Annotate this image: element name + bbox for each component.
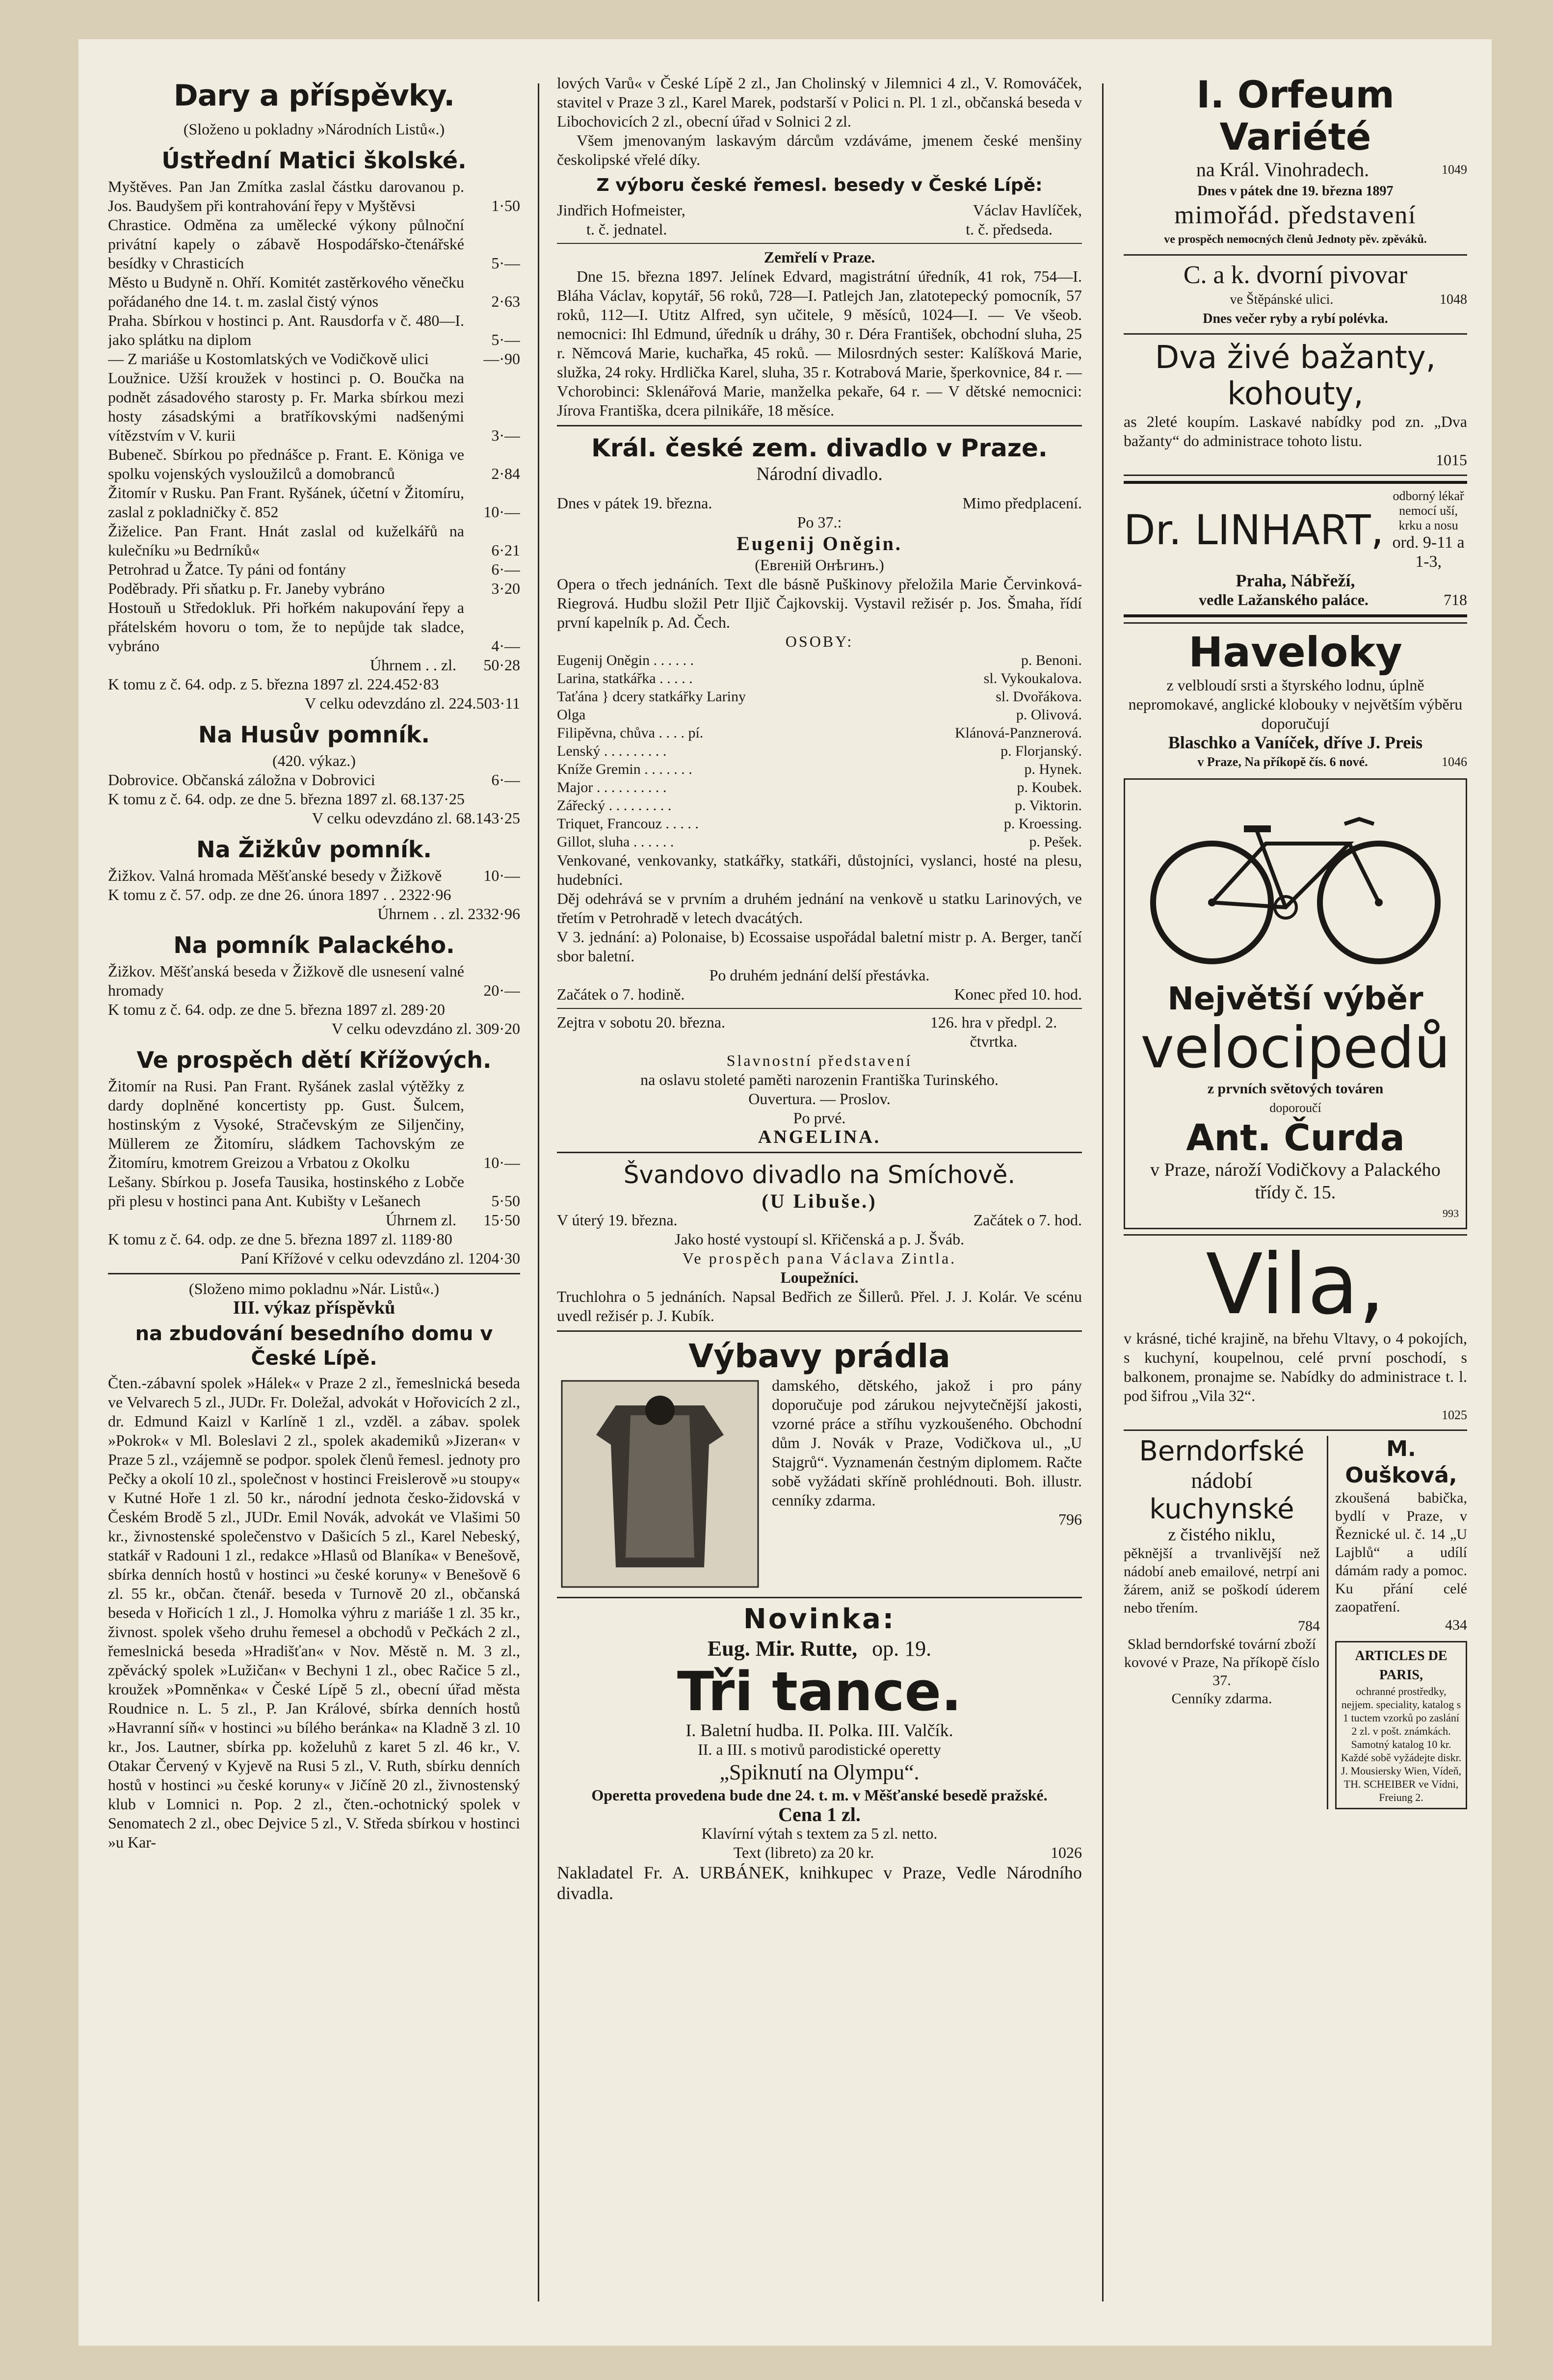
tomorrow-b: na oslavu stoleté paměti narozenin Františka Turinského. (640, 1071, 999, 1088)
newspaper-page (79, 39, 1492, 2346)
ad-number: 1025 (1442, 1408, 1467, 1422)
pheasant-title: Dva živé bažanty, kohouty, (1155, 340, 1436, 412)
linhart-spec: odborný lékař nemocí uší, krku a nosu (1393, 489, 1464, 532)
cast-list (557, 651, 1082, 851)
cast-role: Triquet, Francouz . . . . . (557, 816, 699, 832)
divider (1124, 1429, 1467, 1431)
column-rule (1327, 1436, 1328, 1809)
donor-paragraph-cont: lových Varů« v České Lípě 2 zl., Jan Cholinský v Jilemnici 4 zl., V. Romováček, stavitel v Praze 3 zl., Karel Marek, podstarší v Polici n. Pl. 1 zl., občanská beseda v Libochovicích 2 zl., obecní úřad v Solnici 2 zl. (557, 74, 1082, 130)
sum-row: Úhrnem . . zl. 50·28 (370, 656, 520, 674)
section-title: Ve prospěch dětí Křížových. (136, 1047, 492, 1073)
cast-row (557, 815, 1082, 833)
donation-amount: 2·63 (491, 292, 520, 310)
cast-row (557, 669, 1082, 688)
total-line: V celku odevzdáno zl. 309·20 (331, 1020, 520, 1037)
divider (108, 1273, 520, 1274)
cast-actor: Klánová-Panznerová. (954, 725, 1082, 741)
tomorrow-row: Zejtra v sobotu 20. března. 126. hra v předpl. 2. čtvrtka. (557, 1013, 1057, 1050)
donation-amount: —·90 (483, 350, 520, 368)
theatre-subtitle: Národní divadlo. (756, 464, 883, 484)
ad-number: 434 (1445, 1617, 1467, 1633)
section-subtitle: (420. výkaz.) (272, 752, 356, 769)
cast-scene: Děj odehrává se v prvním a druhém jednání na venkově u statku Larinových, ve třetím v Petrohradě v letech dvacátých. (557, 890, 1082, 926)
cast-row (557, 760, 1082, 778)
cast-row (557, 724, 1082, 742)
donation-amount: 6·21 (491, 541, 520, 559)
cast-role: Zářecký . . . . . . . . . (557, 797, 672, 814)
column-rule (1102, 83, 1104, 2301)
donation-amount: 3·20 (491, 580, 520, 597)
novelty-perf: Operetta provedena bude dne 24. t. m. v Měšťanské besedě pražské. (591, 1786, 1048, 1804)
novelty-text-row: Text (libreto) za 20 kr. 1026 (733, 1844, 1082, 1861)
cast-row (557, 688, 1082, 706)
divider (557, 1008, 1082, 1009)
cast-row (557, 796, 1082, 815)
sum-row: Úhrnem zl. 15·50 (386, 1211, 520, 1229)
theatre-date-row: Dnes v pátek 19. března. Mimo předplacení. (557, 494, 1082, 512)
carry-line: K tomu z č. 64. odp. z 5. března 1897 zl. 224.452·83 (108, 675, 439, 693)
donation-text: Žiželice. Pan Frant. Hnát zaslal od kuželkářů na kulečníku »u Bedrníků« (108, 522, 464, 559)
tomorrow-e: ANGELINA. (758, 1127, 881, 1147)
donation-amount: 5·— (491, 331, 520, 348)
signature-role-row: t. č. jednatel. t. č. předseda. (586, 220, 1053, 238)
publisher: Nakladatel Fr. A. URBÁNEK, knihkupec v Praze, Vedle Národního divadla. (557, 1863, 1082, 1903)
divider (1124, 475, 1467, 476)
cast-role: Taťána } dcery statkářky Lariny (557, 688, 746, 705)
donation-row (108, 1077, 520, 1172)
donation-text: — Z mariáše u Kostomlatských ve Vodičkově ulici (108, 350, 429, 368)
cast-role: Eugenij Oněgin . . . . . . (557, 652, 694, 668)
ad-number: 784 (1298, 1618, 1320, 1634)
brewery-title: C. a k. dvorní pivovar (1183, 261, 1408, 289)
novelty-note: II. a III. s motivů parodistické operetty (698, 1741, 941, 1758)
cast-actor: p. Viktorin. (1015, 797, 1082, 814)
berndorf-text: pěknější a trvanlivější než nádobí aneb emailové, netrpí ani žárem, aniž se poškodí úderem nebo třením. (1124, 1545, 1320, 1616)
column-ads (1124, 74, 1467, 2311)
cast-row (557, 833, 1082, 851)
smichov-play: Loupežníci. (780, 1269, 859, 1286)
midwife-title: M. Oušková, (1345, 1436, 1457, 1488)
donation-row (108, 560, 520, 579)
berndorf-line4: z čistého niklu, (1168, 1525, 1276, 1544)
midwife-column (1335, 1436, 1467, 1809)
donation-text: Bubeneč. Sbírkou po přednášce p. Frant. E. Königa ve spolku vojenských vysloužilců a domobranců (108, 446, 464, 482)
tomorrow-a: Slavnostní představení (726, 1052, 913, 1069)
novelty-work: Tři tance. (677, 1660, 962, 1723)
berndorf-line3: kuchynské (1149, 1493, 1294, 1525)
donation-row (108, 273, 520, 311)
carry-line: K tomu z č. 64. odp. ze dne 5. března 1897 zl. 1189·80 (108, 1230, 452, 1248)
divider (1124, 1234, 1467, 1236)
section-title: Na Žižkův pomník. (196, 836, 432, 863)
smichov-date-row: V úterý 19. března. Začátek o 7. hod. (557, 1211, 1082, 1229)
donation-amount: 1·50 (491, 197, 520, 214)
villa-title: Vila, (1206, 1236, 1385, 1333)
donation-text: Lešany. Sbírkou p. Josefa Tausika, hostinského z Lobče při plesu v hostinci pana Ant. Kubišty v Lešanech (108, 1173, 464, 1210)
cast-role: Lenský . . . . . . . . . (557, 743, 667, 759)
donation-amount: 5·50 (491, 1192, 520, 1210)
cast-actor: p. Florjanský. (1000, 743, 1082, 759)
tomorrow-c: Ouvertura. — Proslov. (748, 1090, 891, 1108)
orfeum-benefit: ve prospěch nemocných členů Jednoty pěv. zpěváků. (1164, 233, 1427, 246)
velocipede-addr: v Praze, nároží Vodičkovy a Palackého třídy č. 15. (1150, 1160, 1441, 1203)
paris-ad (1335, 1641, 1467, 1809)
section-title: Ústřední Matici školské. (161, 147, 467, 174)
villa-text: v krásné, tiché krajině, na břehu Vltavy, o 4 pokojích, s kuchyní, koupelnou, celé první poschodí, s balkonem, pronajme se. Nabídky do administrace t. l. pod šifrou „Vila 32“. (1124, 1329, 1467, 1404)
donation-amount: 10·— (483, 503, 520, 521)
section-title: Na pomník Palackého. (173, 932, 455, 958)
donor-paragraph: Čten.-zábavní spolek »Hálek« v Praze 2 zl., řemeslnická beseda ve Velvarech 5 zl., JUDr. Fr. Doležal, advokát v Hořovicích 2 zl., dr. Edmund Kaizl v Karlíně 1 zl., vzděl. a zábav. spolek »Pokrok« v Ml. Boleslavi 2 zl., spolek akademiků »Jizeran« v Praze 5 zl., vzájemně se podpor. spolek členů řemesl. jednoty pro Pečky a okolí 10 zl., společnost v hostinci Freislerově »u stoupy« v Kutné Hoře 1 zl. 50 kr., národní jednota česko-židovská v Českém Brodě 5 zl., JUDr. Emil Novák, advokát ve Vlašimi 50 kr., živnostenské společenstvo v Dašicích 5 zl., Karel Nebeský, statkář v Radouni 1 zl., redakce »Hlasů od Blaníka« v Benešově, sbírka denních hostů v hostinci »u české koruny« v Benešově 6 zl. 55 kr., občan. čtenář. beseda v Turnově 20 zl., občanská beseda v Hořicích 1 zl., J. Homolka výhru z mariáše 1 zl. 35 kr., živnost. spolek všeho druhu řemesel a obchodů v Pečkách 2 zl., řemeslnická beseda »Hradišťan« v Nov. Městě n. M. 3 zl., zpěvácký spolek »Lužičan« v Bechyni 1 zl., obec Račice 5 zl., kroužek »Pomněnka« v České Lípě 5 zl., obecní úřad města Roudnice n. L. 5 zl., P. Jan Králové, sbírka denních hostů »Havranní síň« v hostinci »u bílého beránka« na Kladně 3 zl. 10 kr., Jos. Lautner, sbírka pp. koželuhů z karet 5 zl. 46 kr., V. Otakar Červený v Kyjevě na Rusi 5 zl., V. Ruth, sbírku denních hostů v hostinci »u české koruny« v Jičíně 20 zl., živnostenský klub v Lomnici n. Pop. 2 zl., čten.-ochotnický spolek v Senomatech 2 zl., obec Dejvice 5 zl., V. Středa sbírkou v hostinci »u Kar- (108, 1374, 520, 1851)
deaths-title: Zemřelí v Praze. (763, 248, 875, 266)
linhart-ad (1124, 481, 1467, 617)
smichov-benefit: Ve prospěch pana Václava Zintla. (682, 1249, 957, 1267)
donation-row: Dobrovice. Občanská záložna v Dobrovici 6·— (108, 771, 520, 789)
divider (557, 243, 1082, 244)
linen-ad-title: Výbavy prádla (688, 1337, 950, 1375)
novelty-piano: Klavírní výtah s textem za 5 zl. netto. (701, 1825, 938, 1842)
linen-illustration (557, 1376, 763, 1592)
section-kicker: III. výkaz příspěvků (233, 1297, 395, 1318)
donation-amount: 3·— (491, 426, 520, 444)
donation-text: Praha. Sbírkou v hostinci p. Ant. Rausdorfa v č. 480—I. jako splátku na diplom (108, 312, 464, 348)
donations-subtitle: (Složeno u pokladny »Národních Listů«.) (183, 120, 445, 138)
cast-actor: p. Kroessing. (1003, 816, 1082, 832)
divider (557, 1330, 1082, 1332)
cast-row (557, 706, 1082, 724)
cast-role: Filipěvna, chůva . . . . pí. (557, 725, 704, 741)
ad-number: 993 (1443, 1207, 1459, 1219)
tomorrow-d: Po prvé. (793, 1109, 846, 1127)
donation-amount: 4·— (491, 637, 520, 655)
signature-row: Jindřich Hofmeister, Václav Havlíček, (557, 201, 1082, 219)
column-rule (538, 83, 539, 2301)
donation-text: Myštěves. Pan Jan Zmítka zaslal částku darovanou p. Jos. Baudyšem při kontrahování řepy v Myštěvsi (108, 178, 464, 214)
berndorf-shop: Sklad berndorfské tovární zboží kovové v Praze, Na příkopě číslo 37. (1124, 1636, 1320, 1689)
cast-role: Gillot, sluha . . . . . . (557, 834, 674, 850)
donation-row: Žižkov. Valná hromada Měšťanské besedy v Žižkově 10·— (108, 867, 520, 884)
paris-text: ochranné prostředky, nejjem. speciality, katalog s 1 tuctem vzorků po zaslání 2 zl. v pošt. známkách. Samotný katalog 10 kr. Každé sobě vyžádejte diskr. J. Mousiersky Wien, Vídeň, TH. SCHEIBER ve Vídni, Freiung 2. (1341, 1685, 1462, 1803)
cast-actor: p. Pešek. (1029, 834, 1082, 850)
havelok-text: z velbloudí srsti a štyrského lodnu, úplně nepromokavé, anglické klobouky v největším výběru doporučují (1128, 676, 1463, 732)
havelok-addr-row: v Praze, Na příkopě čís. 6 nové. 1046 (1197, 755, 1467, 769)
smichov-desc: Truchlohra o 5 jednáních. Napsal Bedřich ze Šillerů. Přel. J. J. Kolár. Ve scénu uvedl režisér p. J. Kubík. (557, 1288, 1082, 1324)
opera-description: Opera o třech jednáních. Text dle básně Puškinovy přeložila Marie Červinková-Riegrová. Hudbu složil Petr Iljič Čajkovskij. Vystavil režisér p. Jos. Šmaha, řídí první kapelník p. Ad. Čech. (557, 575, 1082, 631)
donation-row: Žižkov. Měšťanská beseda v Žižkově dle usnesení valné hromady 20·— (108, 962, 520, 999)
cast-actor: sl. Vykoukalova. (983, 670, 1082, 687)
linen-ad-text: damského, dětského, jakož i pro pány doporučuje pod zárukou nejvytečnější jakosti, vzorné práce a stříhu vyzkoušeného. Obchodní dům J. Novák v Praze, Vodičkova ul., „U Stajgrů“. Vyznamenán čestným diplomem. Račte sobě vyžádati skříně prohlédnouti. Boh. illustr. cenníky zdarma. (772, 1376, 1082, 1509)
orfeum-place-row: na Král. Vinohradech. 1049 (1196, 159, 1467, 181)
donation-row (108, 483, 520, 522)
cast-row (557, 778, 1082, 796)
cast-pause: Po druhém jednání delší přestávka. (709, 966, 930, 984)
donation-amount: 6·— (491, 560, 520, 578)
carry-line: K tomu z č. 64. odp. ze dne 5. března 1897 zl. 68.137·25 (108, 790, 465, 808)
donations-title: Dary a příspěvky. (173, 79, 455, 113)
cast-actor: p. Koubek. (1017, 779, 1082, 795)
linhart-hours: ord. 9-11 a 1-3, (1392, 533, 1465, 571)
midwife-text: zkoušená babička, bydlí v Praze, v Řeznické ul. č. 14 „U Lajblů“ a udílí dámám rady a pomoc. Ku přání celé zaopatření. (1335, 1490, 1467, 1615)
cast-role: Olga (557, 707, 586, 723)
ad-number: 1015 (1436, 451, 1467, 469)
cast-role: Larina, statkářka . . . . . (557, 670, 693, 687)
divider (1124, 333, 1467, 335)
ad-number: 796 (1058, 1510, 1082, 1528)
velocipede-rec: doporoučí (1269, 1101, 1321, 1115)
donation-row (108, 579, 520, 598)
donation-text: Město u Budyně n. Ohří. Komitét zastěrkového věnečku pořádaného dne 14. t. m. zaslal čistý výnos (108, 273, 464, 310)
donation-text: Žitomír v Rusku. Pan Frant. Ryšánek, účetní v Žitomíru, zaslal z pokladničky č. 852 (108, 484, 464, 521)
donation-list (108, 177, 520, 656)
velocipede-title: velocipedů (1140, 1015, 1450, 1081)
cast-role: Kníže Gremin . . . . . . . (557, 761, 692, 777)
novelty-operetta: „Spiknutí na Olympu“. (719, 1760, 920, 1784)
donation-amount: 10·— (483, 1154, 520, 1171)
orfeum-special: mimořád. představení (1174, 201, 1417, 229)
total-line: V celku odevzdáno zl. 224.503·11 (305, 694, 520, 712)
novelty-price: Cena 1 zl. (778, 1803, 861, 1825)
cast-actor: p. Olivová. (1016, 707, 1082, 723)
time-row: Začátek o 7. hodině. Konec před 10. hod. (557, 985, 1082, 1003)
total-line: V celku odevzdáno zl. 68.143·25 (312, 809, 520, 827)
novelty-title: Novinka: (743, 1603, 896, 1635)
linhart-name: Dr. LINHART, (1124, 506, 1384, 554)
berndorf-ad (1124, 1436, 1320, 1809)
opera-title: Eugenij Oněgin. (737, 532, 902, 555)
performance-number: Po 37.: (797, 513, 842, 531)
cast-note: Venkované, venkovanky, statkářky, statkáři, důstojníci, vyslanci, hosté na plesu, hudebníci. (557, 851, 1082, 888)
smichov-subtitle: (U Libuše.) (762, 1190, 877, 1212)
divider (1124, 622, 1467, 624)
cast-actor: p. Hynek. (1024, 761, 1082, 777)
donation-row (108, 311, 520, 349)
donation-row (108, 598, 520, 656)
donation-row (108, 522, 520, 560)
section-subtitle: (Složeno mimo pokladnu »Nár. Listů«.) (188, 1280, 440, 1297)
cast-actor: p. Benoni. (1021, 652, 1082, 668)
donation-text: Hostouň u Středokluk. Při hořkém nakupování řepy a přátelském hovoru o tom, že to nepůjde tak sladce, vybráno (108, 599, 464, 655)
donation-amount: 5·— (491, 254, 520, 272)
donation-text: Žitomír na Rusi. Pan Frant. Ryšánek zaslal výtěžky z dardy doplněné koncertisty pp. Gust. Šulcem, hostinským z Vysoké, Stračevským ze Siljenčiny, Müllerem ze Žitomíru, sládkem Tachovským ze Žitomíru, kmotrem Greizou a Vrbatou z Okolku (108, 1077, 464, 1171)
theatre-title: Král. české zem. divadlo v Praze. (591, 434, 1048, 462)
brewery-street-row: ve Štěpánské ulici. 1048 (1230, 292, 1467, 307)
orfeum-title: I. Orfeum Variété (1196, 74, 1395, 159)
divider (557, 425, 1082, 426)
column-notices (557, 74, 1082, 2311)
committee-title: Z výboru české řemesl. besedy v České Lípě: (596, 175, 1043, 195)
cast-act: V 3. jednání: a) Polonaise, b) Ecossaise uspořádal baletní mistr p. A. Berger, tančí sbor baletní. (557, 928, 1082, 965)
linhart-near-row: vedle Lažanského paláce. 718 (1199, 591, 1467, 608)
donation-text: Chrastice. Odměna za umělecké výkony půlnoční privátní kapely o zábavě Hospodářsko-čtenářské besídky v Chrasticích (108, 216, 464, 272)
divider (557, 1152, 1082, 1153)
carry-line: K tomu z č. 57. odp. ze dne 26. února 1897 . . 2322·96 (108, 886, 451, 903)
cast-title: OSOBY: (785, 633, 854, 650)
thanks-text: Všem jmenovaným laskavým dárcům vzdáváme, jmenem české menšiny českolipské vřelé díky. (557, 132, 1082, 168)
bottom-ads (1124, 1436, 1467, 1809)
donation-row (108, 177, 520, 215)
novelty-parts: I. Baletní hudba. II. Polka. III. Valčík. (685, 1720, 953, 1740)
donation-row (108, 349, 520, 369)
donation-amount: 2·84 (491, 465, 520, 482)
cast-actor: sl. Dvořákova. (996, 688, 1082, 705)
pheasant-text: as 2leté koupím. Laskavé nabídky pod zn. „Dva bažanty“ do administrace tohoto listu. (1124, 413, 1467, 450)
velocipede-ad (1124, 778, 1467, 1229)
novelty-author-row: Eug. Mir. Rutte, op. 19. (707, 1637, 932, 1661)
berndorf-line2: nádobí (1191, 1468, 1253, 1493)
donation-text: Loužnice. Užší kroužek v hostinci p. O. Boučka na podnět zásadového starosty p. Fr. Marka sbírkou mezi hosty zásadskými a bratříkovskými nadšenými vítězstvím v V. kurii (108, 369, 464, 444)
berndorf-catalog: Cenníky zdarma. (1171, 1691, 1272, 1707)
section-title: na zbudování besedního domu v České Lípě. (135, 1322, 493, 1370)
section-title: Na Husův pomník. (198, 721, 430, 748)
velocipede-firm: Ant. Čurda (1186, 1117, 1405, 1159)
donation-text: Petrohrad u Žatce. Ty páni od fontány (108, 560, 346, 578)
havelok-title: Haveloky (1188, 628, 1402, 676)
donation-row (108, 445, 520, 483)
opera-original-title: (Евгеній Онѣгинъ.) (755, 556, 884, 574)
orfeum-date: Dnes v pátek dne 19. března 1897 (1197, 184, 1394, 199)
velocipede-sub: z prvních světových továren (1207, 1081, 1384, 1097)
brewery-today: Dnes večer ryby a rybí polévka. (1203, 311, 1388, 326)
divider (1124, 254, 1467, 256)
bicycle-illustration (1138, 790, 1452, 976)
paris-title: ARTICLES DE PARIS, (1355, 1648, 1448, 1683)
smichov-title: Švandovo divadlo na Smíchově. (623, 1161, 1016, 1189)
divider (557, 1597, 1082, 1598)
total-line: Paní Křížové v celku odevzdáno zl. 1204·30 (240, 1249, 520, 1267)
smichov-guests: Jako hosté vystoupí sl. Křičenská a p. J. Šváb. (674, 1230, 965, 1248)
total-line: Úhrnem . . zl. 2332·96 (377, 905, 520, 923)
berndorf-title: Berndorfské (1139, 1435, 1305, 1467)
cast-row (557, 651, 1082, 669)
donation-row (108, 215, 520, 273)
linhart-place: Praha, Nábřeží, (1236, 571, 1355, 590)
column-donations (108, 74, 520, 2311)
donation-row (108, 1172, 520, 1211)
cast-row (557, 742, 1082, 760)
linen-ad (557, 1376, 1082, 1592)
havelok-firm: Blaschko a Vaníček, dříve J. Preis (1168, 733, 1423, 752)
donation-list (108, 1077, 520, 1211)
deaths-text: Dne 15. března 1897. Jelínek Edvard, magistrátní úředník, 41 rok, 754—I. Bláha Václav, kopytář, 56 roků, 728—I. Patlejch Jan, zlatotepecký pomocník, 57 roků, 112—I. Utitz Alfred, syn učitele, 9 měsíců, 1024—I. — Ve všeob. nemocnici: Ihl Edmund, úředník u dráhy, 30 r. Déra František, obchodní sluha, 25 r. Němcová Marie, kuchařka, 45 roků. — Milosrdných sester: Kalíšková Marie, služka, 24 roky. Hrdlička Karel, sluha, 35 r. Kotrabová Marie, šperkovnice, 84 r. — Vchorobinci: Sklenářová Marie, manželka pekaře, 64 r. — V dětské nemocnici: Jírova Františka, dcera pilnikáře, 18 měsíce. (557, 267, 1082, 419)
cast-role: Major . . . . . . . . . . (557, 779, 667, 795)
donation-text: Poděbrady. Při sňatku p. Fr. Janeby vybráno (108, 580, 385, 597)
velocipede-head: Největší výběr (1167, 981, 1423, 1017)
donation-row (108, 369, 520, 445)
carry-line: K tomu z č. 64. odp. ze dne 5. března 1897 zl. 289·20 (108, 1001, 445, 1018)
